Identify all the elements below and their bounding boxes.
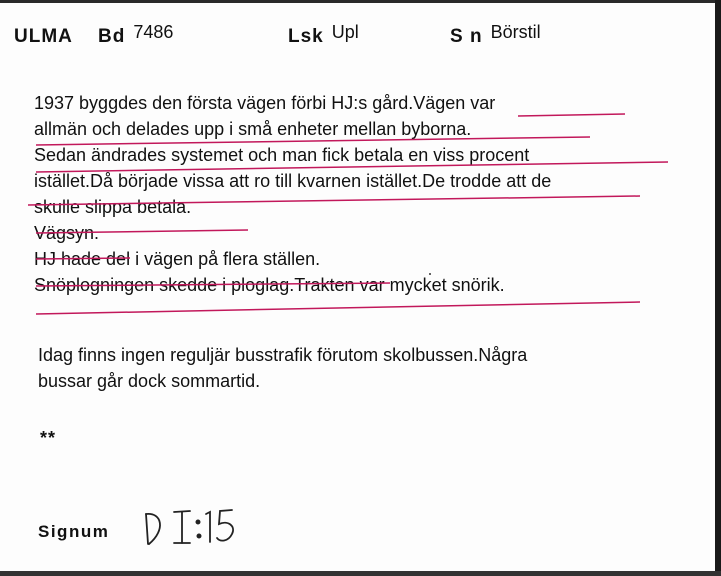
text-line: allmän och delades upp i små enheter mellan byborna. [34, 119, 472, 139]
text-line: Vägsyn. [34, 223, 100, 243]
archive-name: ULMA [14, 26, 73, 47]
sn-label: S n [450, 26, 483, 47]
text-line: Snöplogningen skedde i ploglag.Trakten var mycket snörik. [34, 275, 505, 295]
lsk-value: Upl [331, 22, 359, 42]
underline-mark [518, 114, 625, 116]
bd-label: Bd [98, 26, 126, 47]
underline-mark [36, 162, 668, 172]
stars-mark: ** [40, 428, 57, 448]
signum-label: Signum [38, 522, 110, 541]
text-line: skulle slippa betala. [34, 197, 192, 217]
underline-mark [36, 230, 248, 233]
underline-mark [36, 258, 130, 259]
underline-mark [36, 283, 390, 286]
underline-mark [36, 302, 640, 314]
text-line: HJ hade del i vägen på flera ställen. [34, 249, 321, 269]
text-line: Idag finns ingen reguljär busstrafik förutom skolbussen.Några [38, 345, 528, 365]
sn-value: Börstil [490, 22, 541, 42]
text-line: 1937 byggdes den första vägen förbi HJ:s gård.Vägen var [34, 93, 496, 113]
lsk-label: Lsk [288, 26, 324, 47]
underline-mark [28, 196, 640, 205]
text-line: Sedan ändrades systemet och man fick betala en viss procent [34, 145, 530, 165]
bd-value: 7486 [133, 22, 174, 42]
text-line: bussar går dock sommartid. [38, 371, 261, 391]
text-line: istället.Då började vissa att ro till kvarnen istället.De trodde att de [34, 171, 552, 191]
underline-mark [36, 137, 590, 145]
ink-dot [429, 273, 431, 275]
